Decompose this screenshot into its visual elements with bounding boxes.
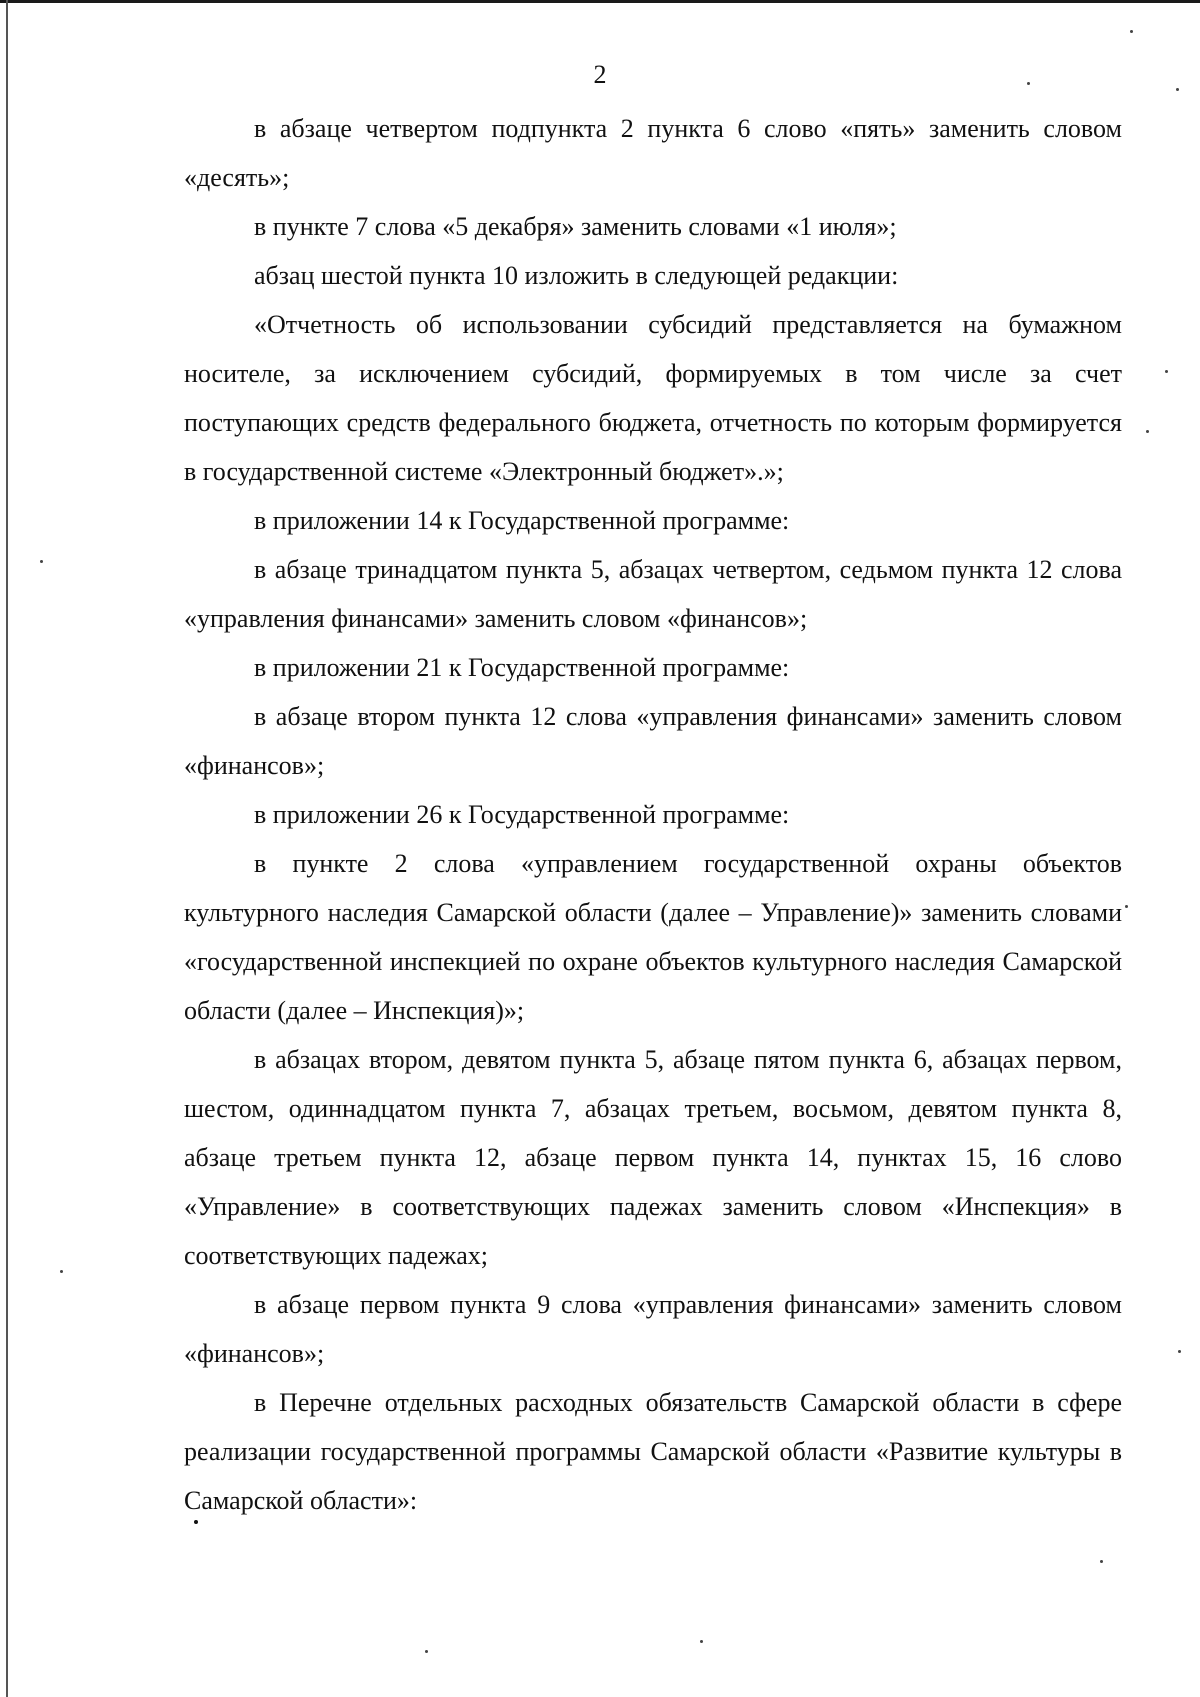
scan-speck	[1146, 430, 1149, 433]
scan-speck	[40, 560, 43, 563]
scan-speck	[1178, 1350, 1181, 1353]
scan-speck	[1125, 905, 1128, 908]
scan-speck	[60, 1270, 63, 1273]
paragraph: абзац шестой пункта 10 изложить в следующей редакции:	[254, 261, 899, 290]
paragraph: в пункте 7 слова «5 декабря» заменить словами «1 июля»;	[254, 212, 897, 241]
paragraph: в абзаце тринадцатом пункта 5, абзацах четвертом, седьмом пункта 12 слова «управления финансами» заменить словом «финансов»;	[184, 555, 1122, 633]
left-border-line	[6, 0, 8, 1697]
scan-speck	[1130, 30, 1133, 33]
scan-speck	[194, 1520, 198, 1524]
paragraph: в абзаце четвертом подпункта 2 пункта 6 слово «пять» заменить словом «десять»;	[184, 114, 1122, 192]
paragraph: в приложении 21 к Государственной программе:	[254, 653, 790, 682]
scan-speck	[1027, 82, 1030, 85]
scan-speck	[1176, 88, 1179, 91]
paragraph: в приложении 26 к Государственной программе:	[254, 800, 790, 829]
document-body	[184, 104, 1122, 1525]
paragraph: в абзацах втором, девятом пункта 5, абзаце пятом пункта 6, абзацах первом, шестом, одиннадцатом пункта 7, абзацах третьем, восьмом, девятом пункта 8, абзаце третьем пункта 12, абзаце первом пункта 14, пунктах 15, 16 слово «Управление» в соответствующих падежах заменить словом «Инспекция» в соответствующих падежах;	[184, 1045, 1122, 1270]
paragraph: в абзаце втором пункта 12 слова «управления финансами» заменить словом «финансов»;	[184, 702, 1122, 780]
paragraph: в пункте 2 слова «управлением государственной охраны объектов культурного наследия Самарской области (далее – Управление)» заменить словами «государственной инспекцией по охране объектов культурного наследия Самарской области (далее – Инспекция)»;	[184, 849, 1122, 1025]
page-number: 2	[593, 60, 607, 89]
scan-speck	[425, 1650, 428, 1653]
top-border-line	[0, 0, 1200, 3]
paragraph: в приложении 14 к Государственной программе:	[254, 506, 790, 535]
paragraph: в Перечне отдельных расходных обязательств Самарской области в сфере реализации государственной программы Самарской области «Развитие культуры в Самарской области»:	[184, 1388, 1122, 1515]
scan-speck	[1165, 370, 1168, 373]
scan-speck	[700, 1640, 703, 1643]
paragraph: «Отчетность об использовании субсидий представляется на бумажном носителе, за исключением субсидий, формируемых в том числе за счет поступающих средств федерального бюджета, отчетность по которым формируется в государственной системе «Электронный бюджет».»;	[184, 310, 1122, 486]
paragraph: в абзаце первом пункта 9 слова «управления финансами» заменить словом «финансов»;	[184, 1290, 1122, 1368]
scan-speck	[1100, 1560, 1103, 1563]
